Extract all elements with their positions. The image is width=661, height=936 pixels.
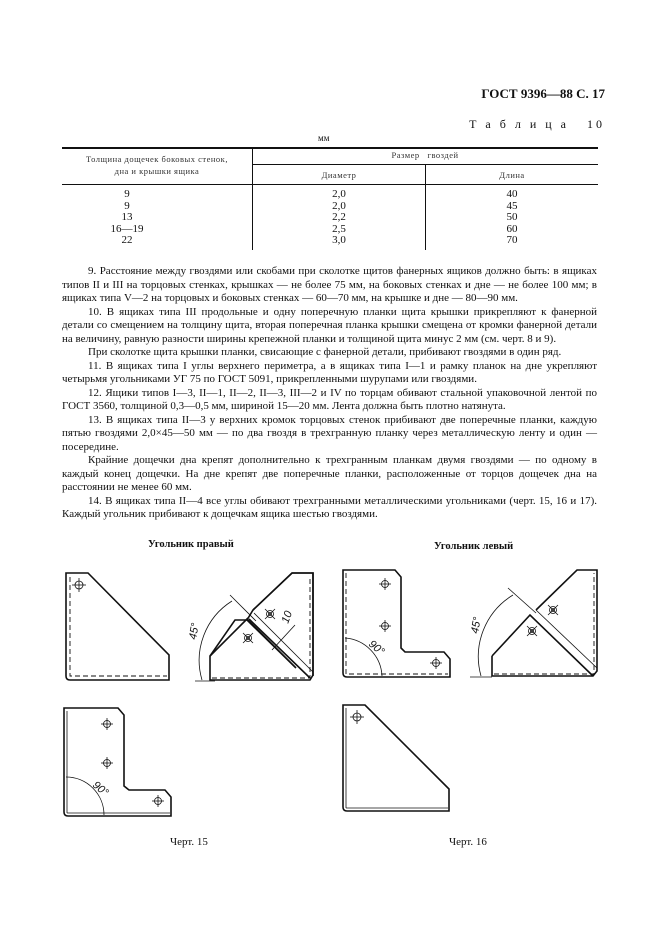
table-cell: 9 [124, 188, 130, 200]
angle-label-90: 90° [90, 779, 111, 799]
table-cell: 2,0 [332, 188, 346, 200]
table-cell: 70 [506, 234, 518, 247]
figure-label-15: Черт. 15 [170, 836, 208, 848]
paragraph-13-note: Крайние дощечки дна крепят дополнительно к трехгранным планкам двумя гвоздями — по одному в каждый конец дощечки. На дне крепят две поперечные планки, расположенные от торцов дощечек дна на расстоянии не менее 60 мм. [62, 454, 597, 493]
table-cell: 9 [124, 199, 130, 212]
table-title: Т а б л и ц а 10 [469, 117, 605, 131]
caption-left-corner: Угольник левый [434, 541, 514, 552]
table-cell: 2,2 [332, 211, 346, 224]
table-header-diameter: Диаметр [321, 170, 357, 180]
paragraph-10-note: При сколотке щита крышки планки, свисающие с фанерной детали, прибивают гвоздями в один ряд. [88, 346, 562, 358]
angle-label-45: 45° [187, 622, 202, 641]
svg-text:10: 10 [279, 609, 296, 626]
paragraph-11: 11. В ящиках типа I углы верхнего периметра, а в ящиках типа I—1 и рамку планок на дне укрепляют четырьмя угольниками УГ 75 по ГОСТ 5091, прикрепленными шурупами или гвоздями. [62, 359, 597, 385]
header-line-2: дна и крышки ящика [114, 166, 200, 176]
table-cell: 45 [506, 199, 518, 212]
table-cell: 50 [506, 211, 518, 224]
figure-label-16: Черт. 16 [449, 836, 487, 848]
table-header-length: Длина [499, 170, 525, 180]
table-unit: мм [318, 133, 330, 143]
table-cell: 16—19 [110, 222, 144, 235]
table-cell: 3,0 [332, 234, 346, 247]
table-cell: 2,5 [332, 222, 346, 235]
angle-label-90: 90° [366, 638, 387, 658]
caption-right-corner: Угольник правый [148, 539, 234, 550]
paragraph-10: 10. В ящиках типа III продольные и одну поперечную планки щита крышки прикрепляют к фанерной детали со смещением на толщину щита, вторая поперечная планка крышки смещена от кромки фанерной детали на величину, равную разности ширины крепежной планки и толщиной щита минус 2 мм (см. черт. 8 и 9). [62, 305, 597, 345]
document-header-ref: ГОСТ 9396—88 С. 17 [481, 86, 605, 101]
table-cell: 40 [506, 188, 518, 200]
table-cell: 2,0 [332, 199, 346, 212]
table-cell: 22 [121, 234, 133, 247]
table-cell: 13 [121, 211, 133, 224]
angle-label-45: 45° [469, 616, 484, 635]
table-header-nail-size: Размер гвоздей [391, 150, 459, 160]
header-line-1: Толщина дощечек боковых стенок, [86, 154, 228, 164]
table-cell: 60 [506, 222, 518, 235]
paragraph-14: 14. В ящиках типа II—4 все углы обивают трехгранными металлическими угольниками (черт. 15, 16 и 17). Каждый угольник прибивают к дощечкам ящика шестью гвоздями. [62, 494, 597, 520]
paragraph-12: 12. Ящики типов I—3, II—1, II—2, II—3, III—2 и IV по торцам обивают стальной упаковочной лентой по ГОСТ 3560, толщиной 0,3—0,5 мм, шириной 15—20 мм. Лента должна быть плотно натянута. [62, 386, 597, 412]
hole-icon [350, 710, 364, 724]
paragraph-9: 9. Расстояние между гвоздями или скобами при сколотке щитов фанерных ящиков должно быть: в ящиках типов II и III на торцовых стенках, крышках — не более 75 мм, на боковых стенках и дне — не более 100 мм; в ящиках типа V—2 на торцовых и боковых стенках — 60—70 мм, на крышке и дне — 80—90 мм. [62, 265, 597, 304]
paragraph-13: 13. В ящиках типа II—3 у верхних кромок торцовых стенок прибивают две поперечные планки, каждую пятью гвоздями 2,0×45—50 мм — по два гвоздя в трехгранную планку через металлическую ленту и один — посередине. [62, 413, 597, 453]
